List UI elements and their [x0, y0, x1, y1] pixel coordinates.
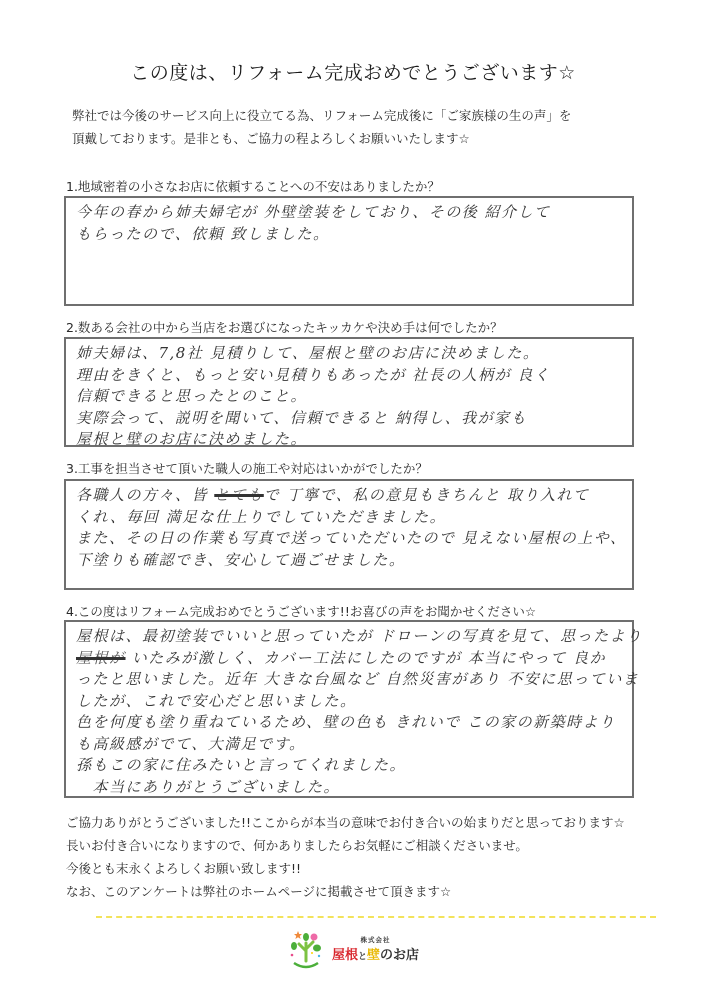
answer-line: 屋根は、最初塗装でいいと思っていたが ドローンの写真を見て、思ったより	[76, 627, 643, 645]
intro-text	[72, 104, 652, 150]
answer-line: 姉夫婦は、7,8社 見積りして、屋根と壁のお店に決めました。	[76, 344, 540, 362]
answer-line: 理由をきくと、もっと安い見積りもあったが 社長の人柄が 良く	[76, 365, 551, 384]
answer-line: くれ、毎回 満足な仕上りでしていただきました。	[76, 507, 447, 526]
logo-wall-text: 壁	[367, 948, 381, 963]
closing-line: 今後とも末永くよろしくお願い致します!!	[66, 861, 302, 876]
answer-line: もらったので、依頼 致しました。	[76, 224, 330, 243]
answer-line: 下塗りも確認でき、安心して過ごせました。	[76, 550, 406, 569]
question-1-label: 1.地域密着の小さなお店に依頼することへの不安はありましたか？	[66, 179, 440, 194]
answer-text: 各職人の方々、皆	[76, 486, 215, 504]
answer-line: 色を何度も塗り重ねているため、壁の色も きれいで この家の新築時より	[76, 713, 616, 731]
question-4-label: 4.この度はリフォーム完成おめでとうございます!!お喜びの声をお聞かせください☆	[66, 604, 537, 619]
closing-line: ご協力ありがとうございました!!ここからが本当の意味でお付き合いの始まりだと思っております☆	[66, 815, 625, 830]
answer-line: 孫もこの家に住みたいと言ってくれました。	[76, 756, 407, 774]
answer-line: 信頼できると思ったとのこと。	[76, 387, 308, 405]
answer-line: ったと思いました。近年 大きな台風など 自然災害があり 不安に思っていま	[76, 670, 640, 688]
logo-and-text: と	[358, 952, 368, 962]
answer-text: いたみが激しく、カバー工法にしたのですが 本当にやって 良か	[125, 648, 607, 667]
struck-out-text: とても	[214, 486, 264, 504]
closing-line: 長いお付き合いになりますので、何かありましたらお気軽にご相談くださいませ。	[66, 838, 528, 853]
tree-with-flowers-icon	[286, 927, 326, 971]
question-3-label: 3.工事を担当させて頂いた職人の施工や対応はいかがでしたか？	[66, 461, 428, 476]
closing-line: なお、このアンケートは弊社のホームページに掲載させて頂きます☆	[66, 884, 452, 899]
answer-line: 屋根と壁のお店に決めました。	[76, 430, 308, 448]
answer-line: 実際会って、説明を聞いて、信頼できると 納得し、我が家も	[76, 408, 528, 427]
closing-message	[66, 811, 666, 903]
answer-line: も高級感がでて、大満足です。	[76, 734, 306, 753]
answer-line: 本当にありがとうございました。	[76, 777, 341, 796]
intro-line: 弊社では今後のサービス向上に役立てる為、リフォーム完成後に「ご家族様の生の声」を	[72, 108, 572, 123]
question-3-answer-box[interactable]	[64, 479, 634, 590]
answer-line	[76, 648, 624, 670]
answer-line: また、その日の作業も写真で送っていただいたので 見えない屋根の上や、	[76, 529, 627, 547]
page-title: この度は、リフォーム完成おめでとうございます☆	[130, 62, 576, 84]
logo-subtitle: 株式会社	[360, 936, 391, 944]
struck-out-text: 屋根が	[76, 648, 126, 667]
logo-company-name	[332, 944, 419, 963]
answer-text: で 丁寧で、私の意見もきちんと 取り入れて	[263, 486, 590, 504]
answer-line: したが、これで安心だと思いました。	[76, 691, 357, 710]
logo-roof-text: 屋根	[332, 948, 359, 963]
logo-wordmark	[332, 935, 419, 963]
dashed-divider	[96, 916, 656, 918]
answer-line: 今年の春から姉夫婦宅が 外壁塗装をしており、その後 紹介して	[76, 203, 551, 221]
answer-line	[76, 485, 624, 507]
logo-shop-text: のお店	[380, 948, 420, 963]
company-logo	[286, 924, 426, 974]
question-4-answer-box[interactable]	[64, 620, 643, 798]
intro-line: 頂戴しております。是非とも、ご協力の程よろしくお願いいたします☆	[72, 131, 470, 146]
question-1-answer-box[interactable]	[64, 196, 634, 306]
question-2-answer-box[interactable]	[64, 337, 634, 447]
question-2-label: 2.数ある会社の中から当店をお選びになったキッカケや決め手は何でしたか？	[66, 320, 503, 335]
